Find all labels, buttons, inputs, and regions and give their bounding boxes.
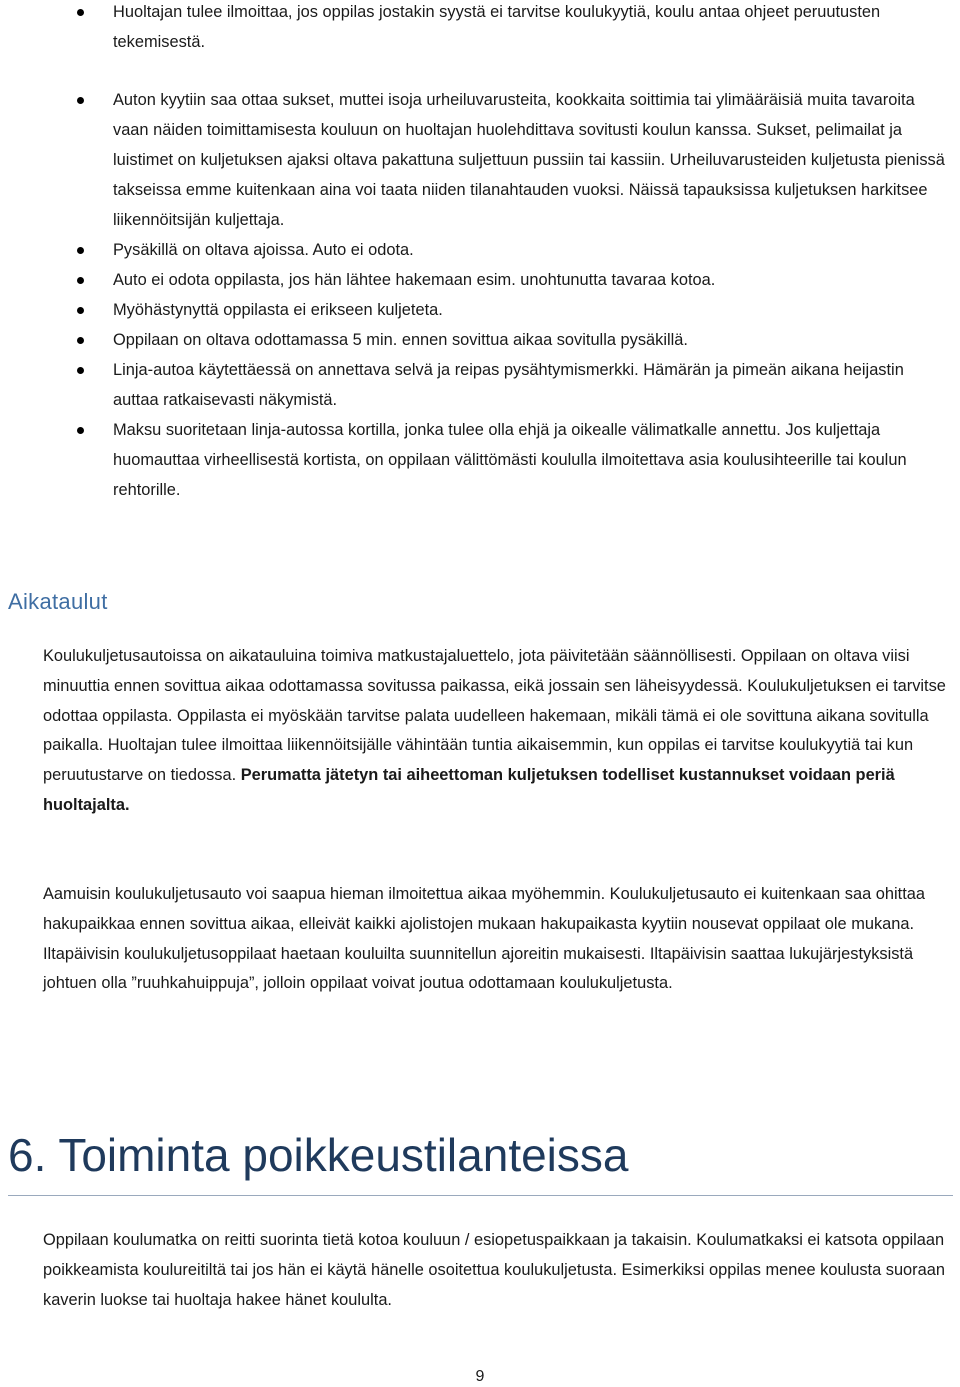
bullet-icon	[77, 307, 84, 314]
list-item-text: Huoltajan tulee ilmoittaa, jos oppilas jostakin syystä ei tarvitse koulukyytiä, koulu antaa ohjeet peruutusten tekemisestä.	[113, 3, 881, 51]
list-item	[0, 85, 960, 235]
bullet-icon	[77, 367, 84, 374]
list-item-text: Linja-autoa käytettäessä on annettava selvä ja reipas pysähtymismerkki. Hämärän ja pimeän aikana heijastin auttaa ratkaisevasti näkymistä.	[113, 361, 904, 409]
list-item-text: Oppilaan on oltava odottamassa 5 min. ennen sovittua aikaa sovitulla pysäkillä.	[113, 331, 688, 349]
list-item-text: Pysäkillä on oltava ajoissa. Auto ei odota.	[113, 241, 414, 259]
schedule-paragraph-text: Koulukuljetusautoissa on aikatauluina toimiva matkustajaluettelo, jota päivitetään säännöllisesti. Oppilaan on oltava viisi minuuttia ennen sovittua aikaa odottamassa sovitussa paikassa, eikä jossain sen läheisyydessä. Koulukuljetuksen ei tarvitse odottaa oppilasta. Oppilasta ei myöskään tarvitse palata uudelleen hakemaan, mikäli tämä ei ole sovittuna aikana sovitulla paikalla. Huoltajan tulee ilmoittaa liikennöitsijälle vähintään tuntia aikaisemmin, kun oppilas ei tarvitse koulukyytiä tai kun peruutustarve on tiedossa.	[43, 647, 946, 785]
list-item	[0, 265, 960, 295]
bullet-icon	[77, 97, 84, 104]
list-item	[0, 355, 960, 415]
bullet-icon	[77, 277, 84, 284]
section-heading-aikataulut: Aikataulut	[8, 589, 108, 614]
list-item	[0, 295, 960, 325]
schedule-paragraph	[43, 642, 953, 821]
chapter-divider	[8, 1195, 953, 1196]
cost-warning-text: Perumatta jätetyn tai aiheettoman kuljetuksen todelliset kustannukset voidaan periä huoltajalta.	[43, 766, 895, 814]
bullet-icon	[77, 9, 84, 16]
rules-bullet-list	[0, 0, 960, 505]
list-item-text: Maksu suoritetaan linja-autossa kortilla, jonka tulee olla ehjä ja oikealle välimatkalle annettu. Jos kuljettaja huomauttaa virheellisestä kortista, on oppilaan välittömästi koululla ilmoitettava asia koulusihteerille tai koulun rehtorille.	[113, 421, 907, 499]
list-item-text: Myöhästynyttä oppilasta ei erikseen kuljeteta.	[113, 301, 443, 319]
list-item	[0, 325, 960, 355]
chapter-paragraph: Oppilaan koulumatka on reitti suorinta tietä kotoa kouluun / esiopetuspaikkaan ja takaisin. Koulumatkaksi ei katsota oppilaan poikkeamista koulureitiltä tai jos hän ei käytä hänelle osoitettua koulukuljetusta. Esimerkiksi oppilas menee koulusta suoraan kaverin luokse tai huoltaja hakee hänet koululta.	[43, 1231, 945, 1309]
list-item	[0, 415, 960, 505]
bullet-icon	[77, 337, 84, 344]
chapter-heading: 6. Toiminta poikkeustilanteissa	[8, 1129, 629, 1181]
morning-schedule-paragraph: Aamuisin koulukuljetusauto voi saapua hieman ilmoitettua aikaa myöhemmin. Koulukuljetusauto ei kuitenkaan saa ohittaa hakupaikkaa ennen sovittua aikaa, elleivät kaikki ajolistojen mukaan hakupaikasta kyytiin nousevat oppilaat ole mukana. Iltapäivisin koulukuljetusoppilaat haetaan kouluilta suunnitellun ajoreitin mukaisesti. Iltapäivisin saattaa lukujärjestyksistä johtuen olla ”ruuhkahuippuja”, jolloin oppilaat voivat joutua odottamaan koulukuljetusta.	[43, 885, 925, 993]
page-number: 9	[475, 1368, 485, 1385]
list-item	[0, 0, 960, 57]
list-item	[0, 235, 960, 265]
bullet-icon	[77, 427, 84, 434]
list-item-text: Auto ei odota oppilasta, jos hän lähtee hakemaan esim. unohtunutta tavaraa kotoa.	[113, 271, 716, 289]
list-item-text: Auton kyytiin saa ottaa sukset, muttei isoja urheiluvarusteita, kookkaita soittimia tai ylimääräisiä muita tavaroita vaan näiden toimittamisesta kouluun on huoltajan huolehdittava sovitusti koulun kanssa. Sukset, pelimailat ja luistimet on kuljetuksen ajaksi oltava pakattuna suljettuun pussiin tai kassiin. Urheiluvarusteiden kuljetusta pienissä takseissa emme kuitenkaan aina voi taata niiden tilanahtauden vuoksi. Näissä tapauksissa kuljetuksen harkitsee liikennöitsijän kuljettaja.	[113, 91, 945, 229]
bullet-icon	[77, 247, 84, 254]
